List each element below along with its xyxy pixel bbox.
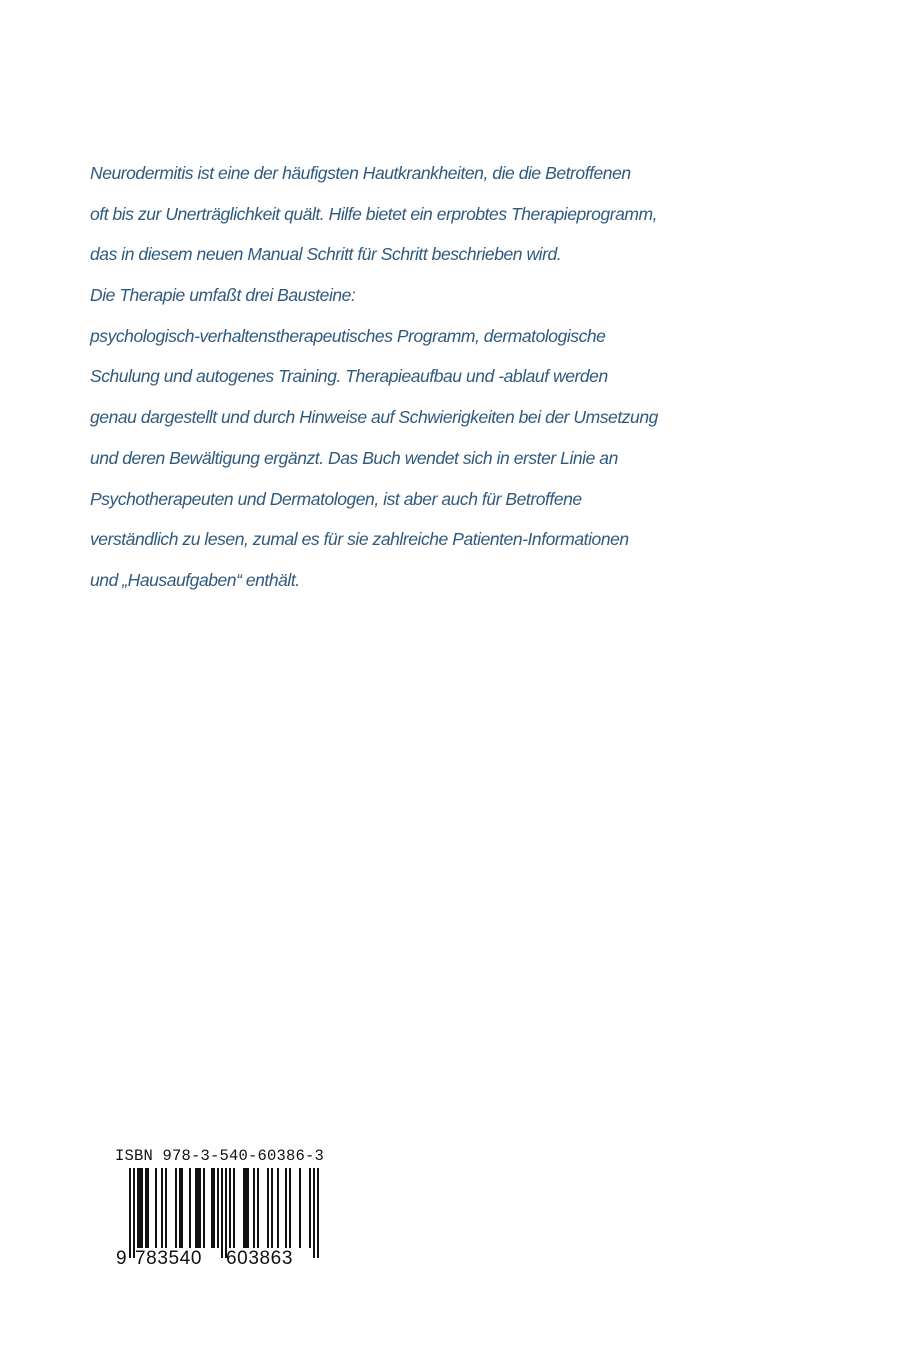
back-cover-description — [90, 153, 658, 601]
barcode-bar — [141, 1168, 143, 1248]
barcode-guard-bar — [133, 1168, 135, 1258]
barcode-bar — [145, 1168, 147, 1248]
barcode-guard-bar — [221, 1168, 223, 1258]
description-line: verständlich zu lesen, zumal es für sie zahlreiche Patienten-Informationen — [90, 529, 629, 550]
barcode-bar — [203, 1168, 205, 1248]
barcode-bar — [161, 1168, 163, 1248]
barcode-bar — [137, 1168, 139, 1248]
description-line: das in diesem neuen Manual Schritt für Schritt beschrieben wird. — [90, 244, 562, 265]
barcode-bar — [147, 1168, 149, 1248]
barcode-bar — [229, 1168, 231, 1248]
barcode-bar — [285, 1168, 287, 1248]
barcode-bar — [181, 1168, 183, 1248]
barcode-bar — [271, 1168, 273, 1248]
barcode-bar — [245, 1168, 247, 1248]
barcode-bar — [195, 1168, 197, 1248]
barcode-bar — [257, 1168, 259, 1248]
barcode-bar — [267, 1168, 269, 1248]
barcode-bar — [165, 1168, 167, 1248]
barcode-bar — [175, 1168, 177, 1248]
isbn-text: ISBN 978-3-540-60386-3 — [115, 1147, 325, 1165]
barcode-bar — [289, 1168, 291, 1248]
ean-left-digits: 783540 — [135, 1248, 203, 1269]
barcode-bar — [155, 1168, 157, 1248]
barcode-bar — [247, 1168, 249, 1248]
barcode-bar — [199, 1168, 201, 1248]
description-line: Die Therapie umfaßt drei Bausteine: — [90, 285, 356, 306]
description-line: oft bis zur Unerträglichkeit quält. Hilfe bietet ein erprobtes Therapieprogramm, — [90, 203, 658, 224]
description-line: Psychotherapeuten und Dermatologen, ist aber auch für Betroffene — [90, 488, 582, 509]
barcode-bar — [179, 1168, 181, 1248]
description-line: Schulung und autogenes Training. Therapieaufbau und -ablauf werden — [90, 366, 608, 387]
barcode-bar — [309, 1168, 311, 1248]
barcode-bar — [233, 1168, 235, 1248]
barcode-bar — [211, 1168, 213, 1248]
barcode-bar — [217, 1168, 219, 1248]
barcode-guard-bar — [129, 1168, 131, 1258]
barcode-bar — [277, 1168, 279, 1248]
barcode-bar — [243, 1168, 245, 1248]
description-line: genau dargestellt und durch Hinweise auf Schwierigkeiten bei der Umsetzung — [90, 407, 658, 428]
description-line: und deren Bewältigung ergänzt. Das Buch wendet sich in erster Linie an — [90, 447, 618, 468]
barcode-bar — [189, 1168, 191, 1248]
barcode-bar — [197, 1168, 199, 1248]
barcode-bar — [139, 1168, 141, 1248]
ean-right-digits: 603863 — [226, 1248, 294, 1269]
barcode-bar — [253, 1168, 255, 1248]
description-line: psychologisch-verhaltenstherapeutisches Programm, dermatologische — [90, 325, 606, 346]
description-line: und „Hausaufgaben“ enthält. — [90, 569, 300, 590]
barcode-guard-bar — [313, 1168, 315, 1258]
barcode-guard-bar — [317, 1168, 319, 1258]
barcode-bar — [299, 1168, 301, 1248]
barcode-bar — [213, 1168, 215, 1248]
ean-first-digit: 9 — [116, 1248, 127, 1269]
description-line: Neurodermitis ist eine der häufigsten Hautkrankheiten, die die Betroffenen — [90, 163, 631, 183]
barcode-guard-bar — [225, 1168, 227, 1258]
